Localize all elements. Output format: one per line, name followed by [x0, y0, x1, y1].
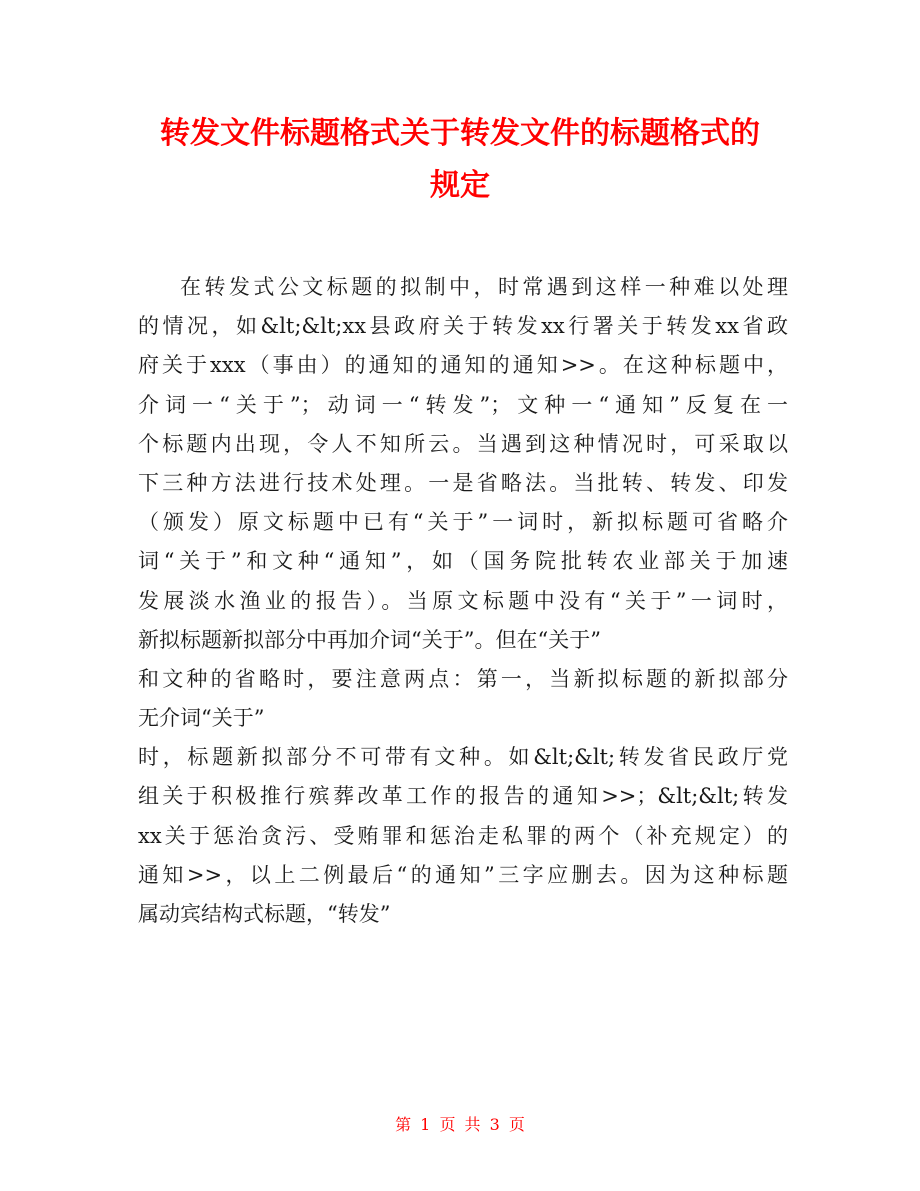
body-line: （颁发）原文标题中已有“关于”一词时，新拟标题可省略介	[138, 510, 788, 535]
body-line: 介词一“关于”；动词一“转发”；文种一“通知”反复在一	[138, 392, 788, 417]
page-footer: 第 1 页 共 3 页	[395, 1115, 525, 1134]
body-line: 的情况，如&lt;&lt;xx县政府关于转发xx行署关于转发xx省政	[138, 314, 788, 339]
body-line: 府关于xxx（事由）的通知的通知的通知>>。在这种标题中，	[138, 353, 788, 378]
body-line: 新拟标题新拟部分中再加介词“关于”。但在“关于”	[138, 627, 601, 652]
body-line: 无介词“关于”	[138, 706, 265, 731]
title-line-2: 规定	[430, 168, 490, 203]
body-line: 个标题内出现，令人不知所云。当遇到这种情况时，可采取以	[138, 431, 788, 456]
body-line: 时，标题新拟部分不可带有文种。如&lt;&lt;转发省民政厅党	[138, 745, 788, 770]
body-text	[138, 268, 788, 934]
title-line-1: 转发文件标题格式关于转发文件的标题格式的	[160, 116, 760, 151]
body-line: 属动宾结构式标题，“转发”	[138, 902, 391, 926]
body-line: 发展淡水渔业的报告）。当原文标题中没有“关于”一词时，	[138, 588, 788, 613]
body-line: 词“关于”和文种“通知”，如（国务院批转农业部关于加速	[138, 549, 788, 574]
document-title	[120, 108, 800, 212]
body-line: 在转发式公文标题的拟制中，时常遇到这样一种难以处理	[180, 275, 788, 299]
body-line: 和文种的省略时，要注意两点：第一，当新拟标题的新拟部分	[138, 666, 788, 691]
body-line: 下三种方法进行技术处理。一是省略法。当批转、转发、印发	[138, 470, 788, 495]
body-line: 组关于积极推行殡葬改革工作的报告的通知>>；&lt;&lt;转发	[138, 784, 788, 809]
body-line: 通知>>，以上二例最后“的通知”三字应删去。因为这种标题	[138, 862, 788, 887]
body-line: xx关于惩治贪污、受贿罪和惩治走私罪的两个（补充规定）的	[138, 823, 788, 848]
